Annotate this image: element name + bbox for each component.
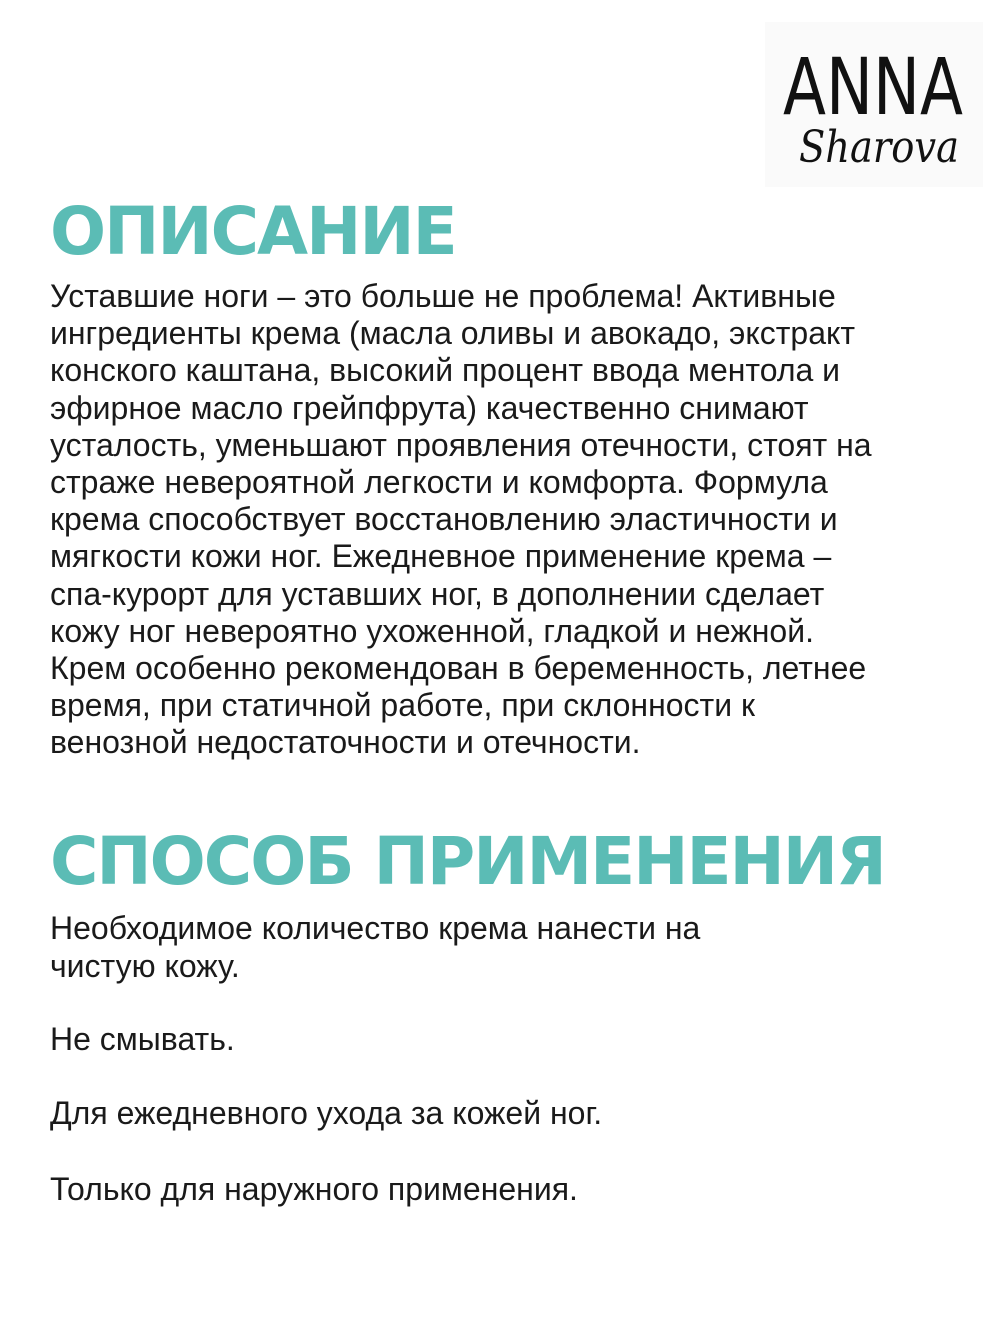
description-line: венозной недостаточности и отечности. <box>50 724 641 761</box>
usage-title: СПОСОБ ПРИМЕНЕНИЯ <box>50 823 885 900</box>
usage-paragraph-amount <box>50 909 700 985</box>
brand-logo-graphic <box>765 22 983 187</box>
description-line: эфирное масло грейпфрута) качественно снимают <box>50 389 809 426</box>
usage-paragraph-no-rinse: Не смывать. <box>50 1021 235 1057</box>
description-line: страже невероятной легкости и комфорта. Формула <box>50 464 828 501</box>
logo-text-script: Sharova <box>799 122 959 173</box>
description-line: конского каштана, высокий процент ввода ментола и <box>50 352 841 389</box>
brand-logo <box>765 22 983 187</box>
description-line: ингредиенты крема (масла оливы и авокадо, экстракт <box>50 315 855 352</box>
description-line: время, при статичной работе, при склонности к <box>50 687 755 724</box>
description-line: мягкости кожи ног. Ежедневное применение крема – <box>50 538 832 575</box>
usage-line: Необходимое количество крема нанести на <box>50 910 701 946</box>
description-line: спа-курорт для уставших ног, в дополнении сделает <box>50 575 825 612</box>
usage-paragraph-external: Только для наружного применения. <box>50 1171 578 1207</box>
description-line: усталость, уменьшают проявления отечности, стоят на <box>50 426 872 463</box>
description-title: ОПИСАНИЕ <box>50 193 456 270</box>
description-line: Крем особенно рекомендован в беременность, летнее <box>50 650 867 687</box>
usage-line: чистую кожу. <box>50 948 240 984</box>
description-text <box>50 278 940 762</box>
description-line: Уставшие ноги – это больше не проблема! Активные <box>50 278 836 314</box>
description-line: кожу ног невероятно ухоженной, гладкой и нежной. <box>50 612 814 649</box>
description-line: крема способствует восстановлению эластичности и <box>50 501 838 538</box>
logo-text-top: ANNA <box>783 43 963 133</box>
usage-paragraph-daily: Для ежедневного ухода за кожей ног. <box>50 1095 603 1131</box>
